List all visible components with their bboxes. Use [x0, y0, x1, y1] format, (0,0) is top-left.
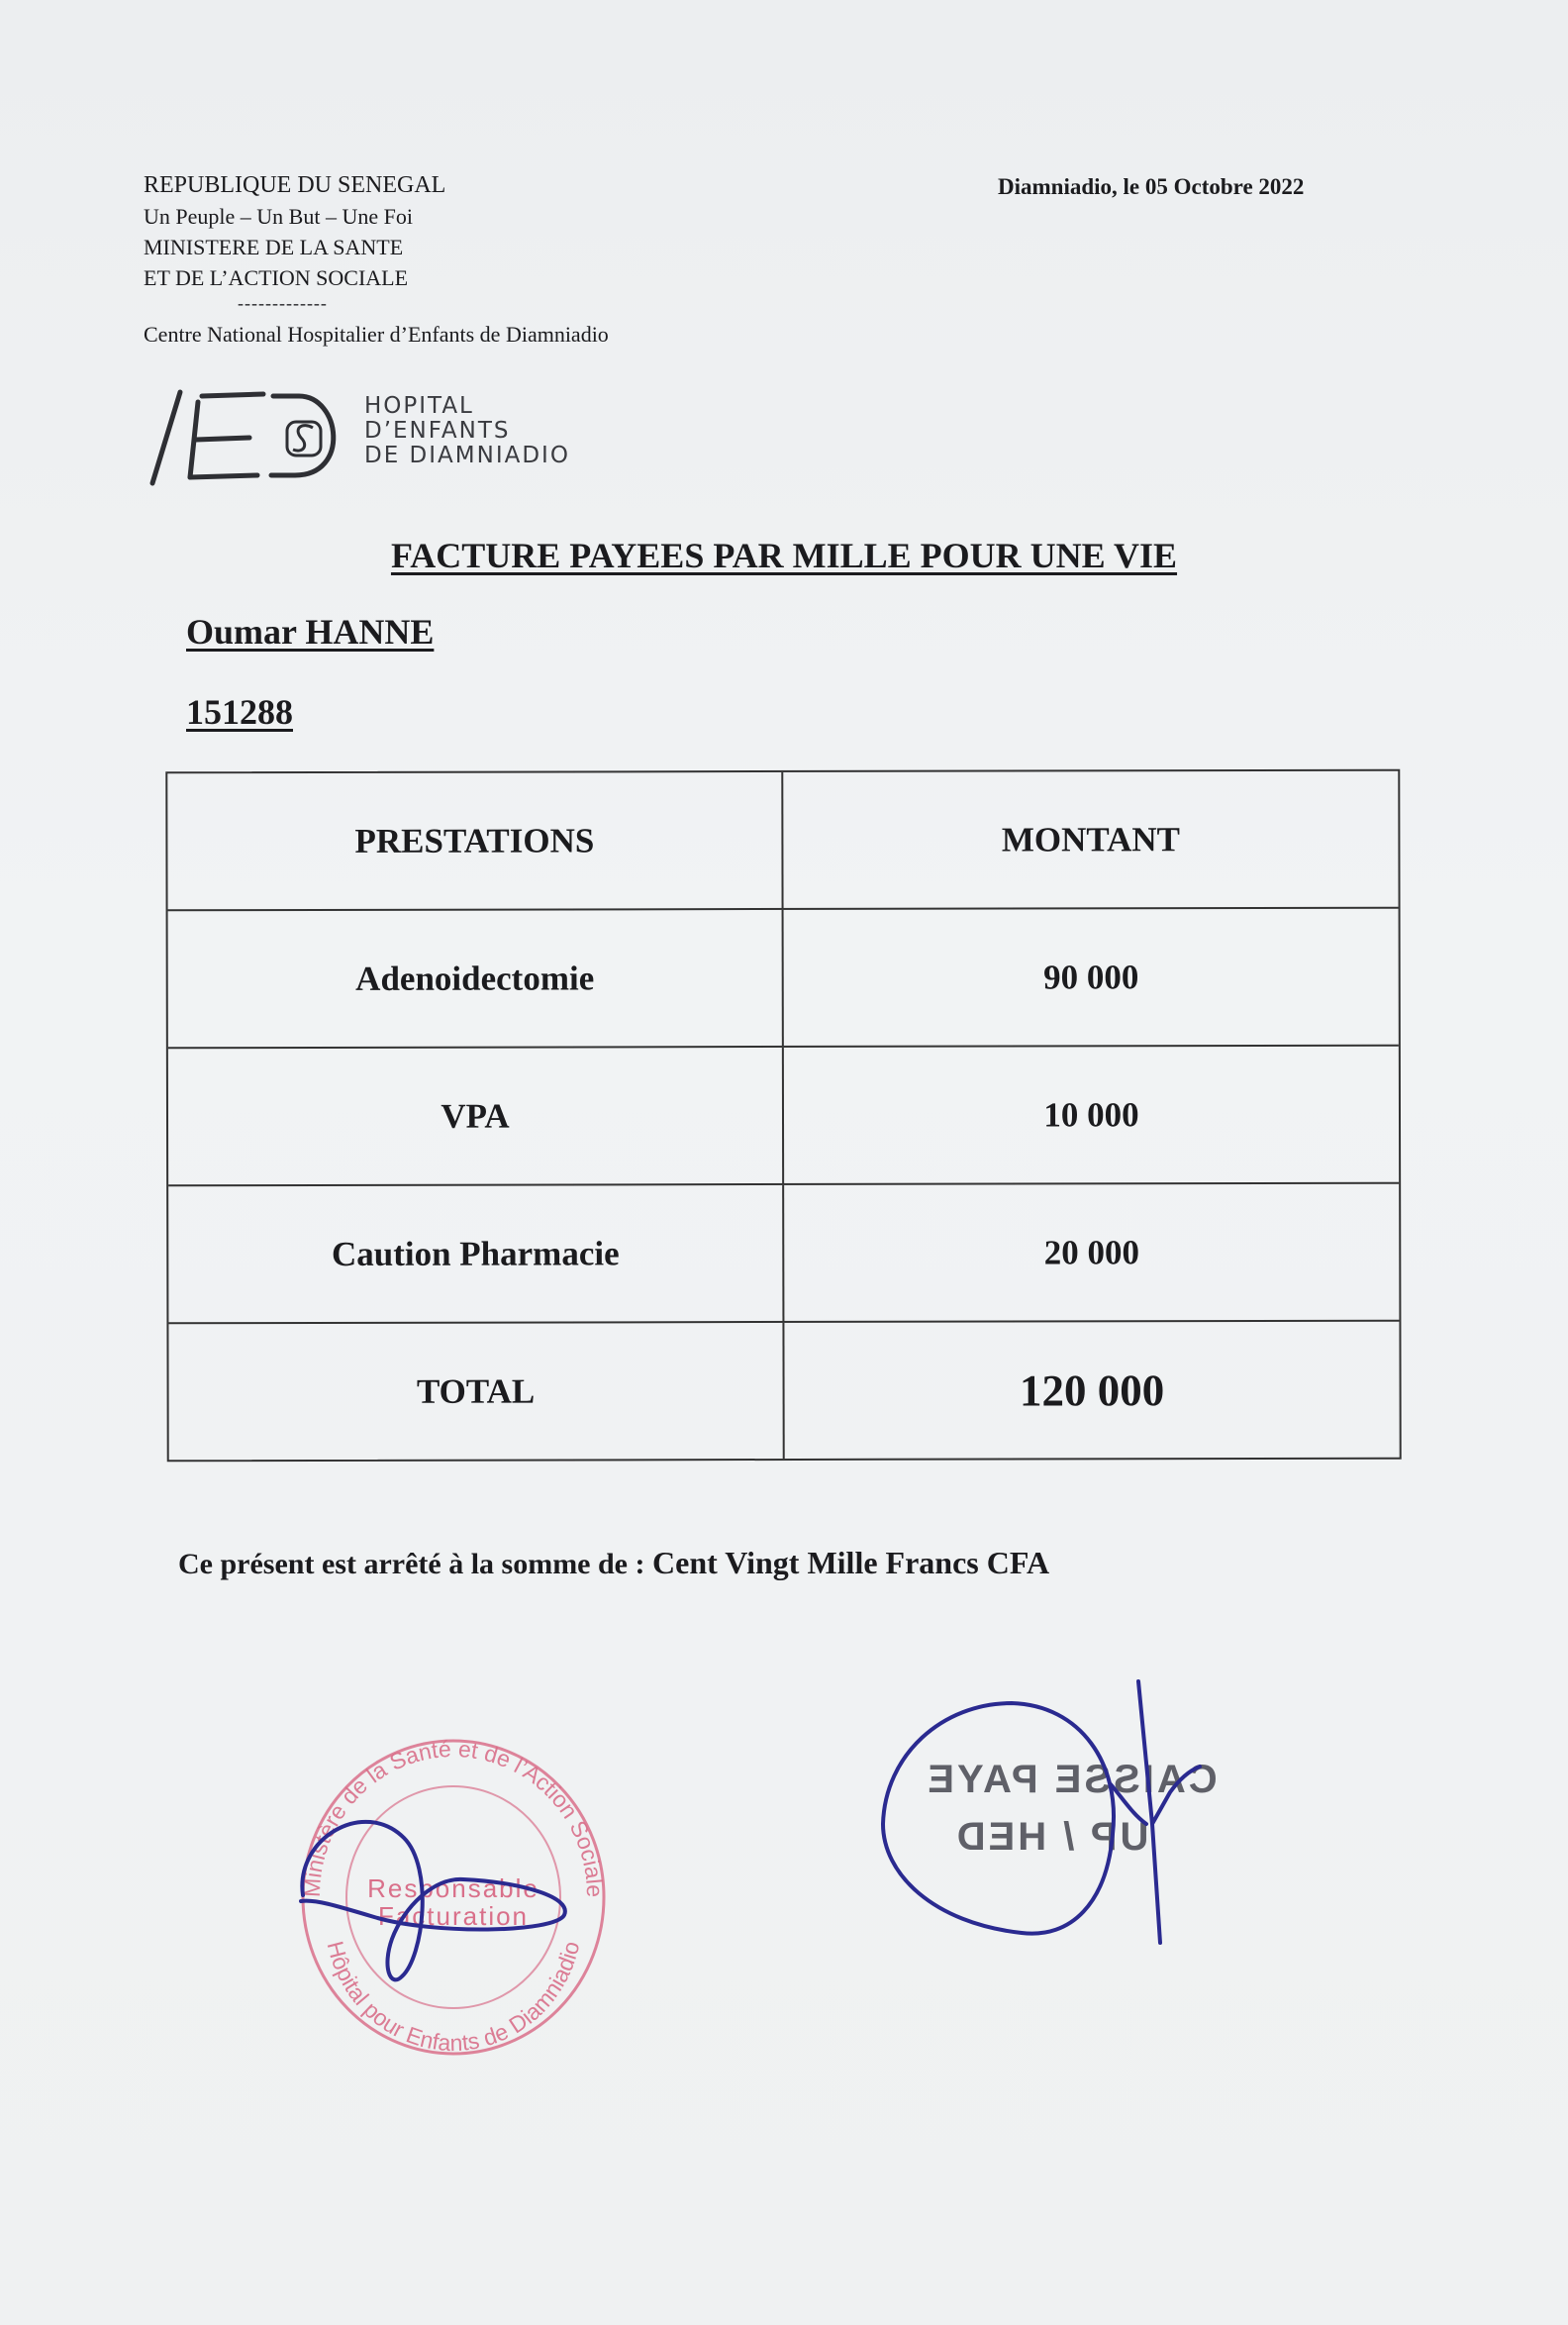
- logo-text: [364, 394, 570, 468]
- service-amount: 90 000: [1043, 957, 1139, 996]
- stamp-ring-bottom-text: Hôpital pour Enfants de Diamniadio: [322, 1938, 585, 2057]
- patient-id: 151288: [186, 692, 293, 732]
- table-header-row: [167, 771, 1398, 910]
- total-label: TOTAL: [168, 1323, 784, 1460]
- logo-line-enfants: D’ENFANTS: [364, 418, 511, 444]
- service-amount: 20 000: [1043, 1232, 1139, 1271]
- stamp-center-line-1: Responsable: [367, 1873, 539, 1903]
- table-row: [168, 1182, 1399, 1323]
- hospital-centre-name: Centre National Hospitalier d’Enfants de Diamniadio: [144, 322, 609, 347]
- service-amount: 10 000: [1043, 1094, 1139, 1134]
- billing-stamp: [295, 1729, 612, 2066]
- stamp-ring-top-text: Ministère de la Santé et de l’Action Sociale: [298, 1735, 609, 1898]
- ministry-line-2: ET DE L’ACTION SOCIALE: [144, 265, 409, 290]
- summary-prefix: Ce présent est arrêté à la somme de :: [178, 1548, 645, 1580]
- header-prestations: PRESTATIONS: [167, 772, 783, 909]
- invoice-table: [165, 769, 1401, 1463]
- ministry-line-1: MINISTERE DE LA SANTE: [144, 235, 404, 259]
- document-date: Diamniadio, le 05 Octobre 2022: [998, 174, 1305, 199]
- service-name: VPA: [168, 1048, 784, 1184]
- document-title: FACTURE PAYEES PAR MILLE POUR UNE VIE: [390, 536, 1178, 575]
- table-total-row: [168, 1320, 1399, 1461]
- hospital-logo: [147, 388, 612, 487]
- service-name: Caution Pharmacie: [168, 1185, 784, 1322]
- letterhead-separator: -------------: [238, 293, 328, 313]
- cashier-stamp-line-2: UP / HED: [953, 1815, 1149, 1859]
- table-row: [168, 1045, 1399, 1185]
- stamp-center-line-2: Facturation: [377, 1901, 530, 1931]
- hed-logo-icon: [147, 388, 354, 487]
- letterhead: [144, 170, 609, 350]
- service-name: Adenoidectomie: [168, 910, 784, 1047]
- national-motto: Un Peuple – Un But – Une Foi: [144, 204, 413, 229]
- republic-name: REPUBLIQUE DU SENEGAL: [144, 172, 446, 198]
- signature-stroke: [1111, 1681, 1200, 1943]
- cashier-stamp: [873, 1675, 1220, 1972]
- billing-stamp-seal: [295, 1729, 612, 2066]
- table-row: [168, 907, 1399, 1048]
- header-montant: MONTANT: [1001, 819, 1181, 859]
- cashier-stamp-line-1: CAISSE PAYE: [925, 1758, 1218, 1801]
- amount-in-words: [178, 1545, 1049, 1581]
- summary-amount-words: Cent Vingt Mille Francs CFA: [652, 1545, 1050, 1580]
- cashier-stamp-seal: [873, 1675, 1220, 1972]
- logo-line-hopital: HOPITAL: [364, 393, 474, 419]
- total-amount: 120 000: [1019, 1365, 1165, 1416]
- logo-line-diamniadio: DE DIAMNIADIO: [364, 443, 570, 468]
- patient-name: Oumar HANNE: [186, 612, 435, 652]
